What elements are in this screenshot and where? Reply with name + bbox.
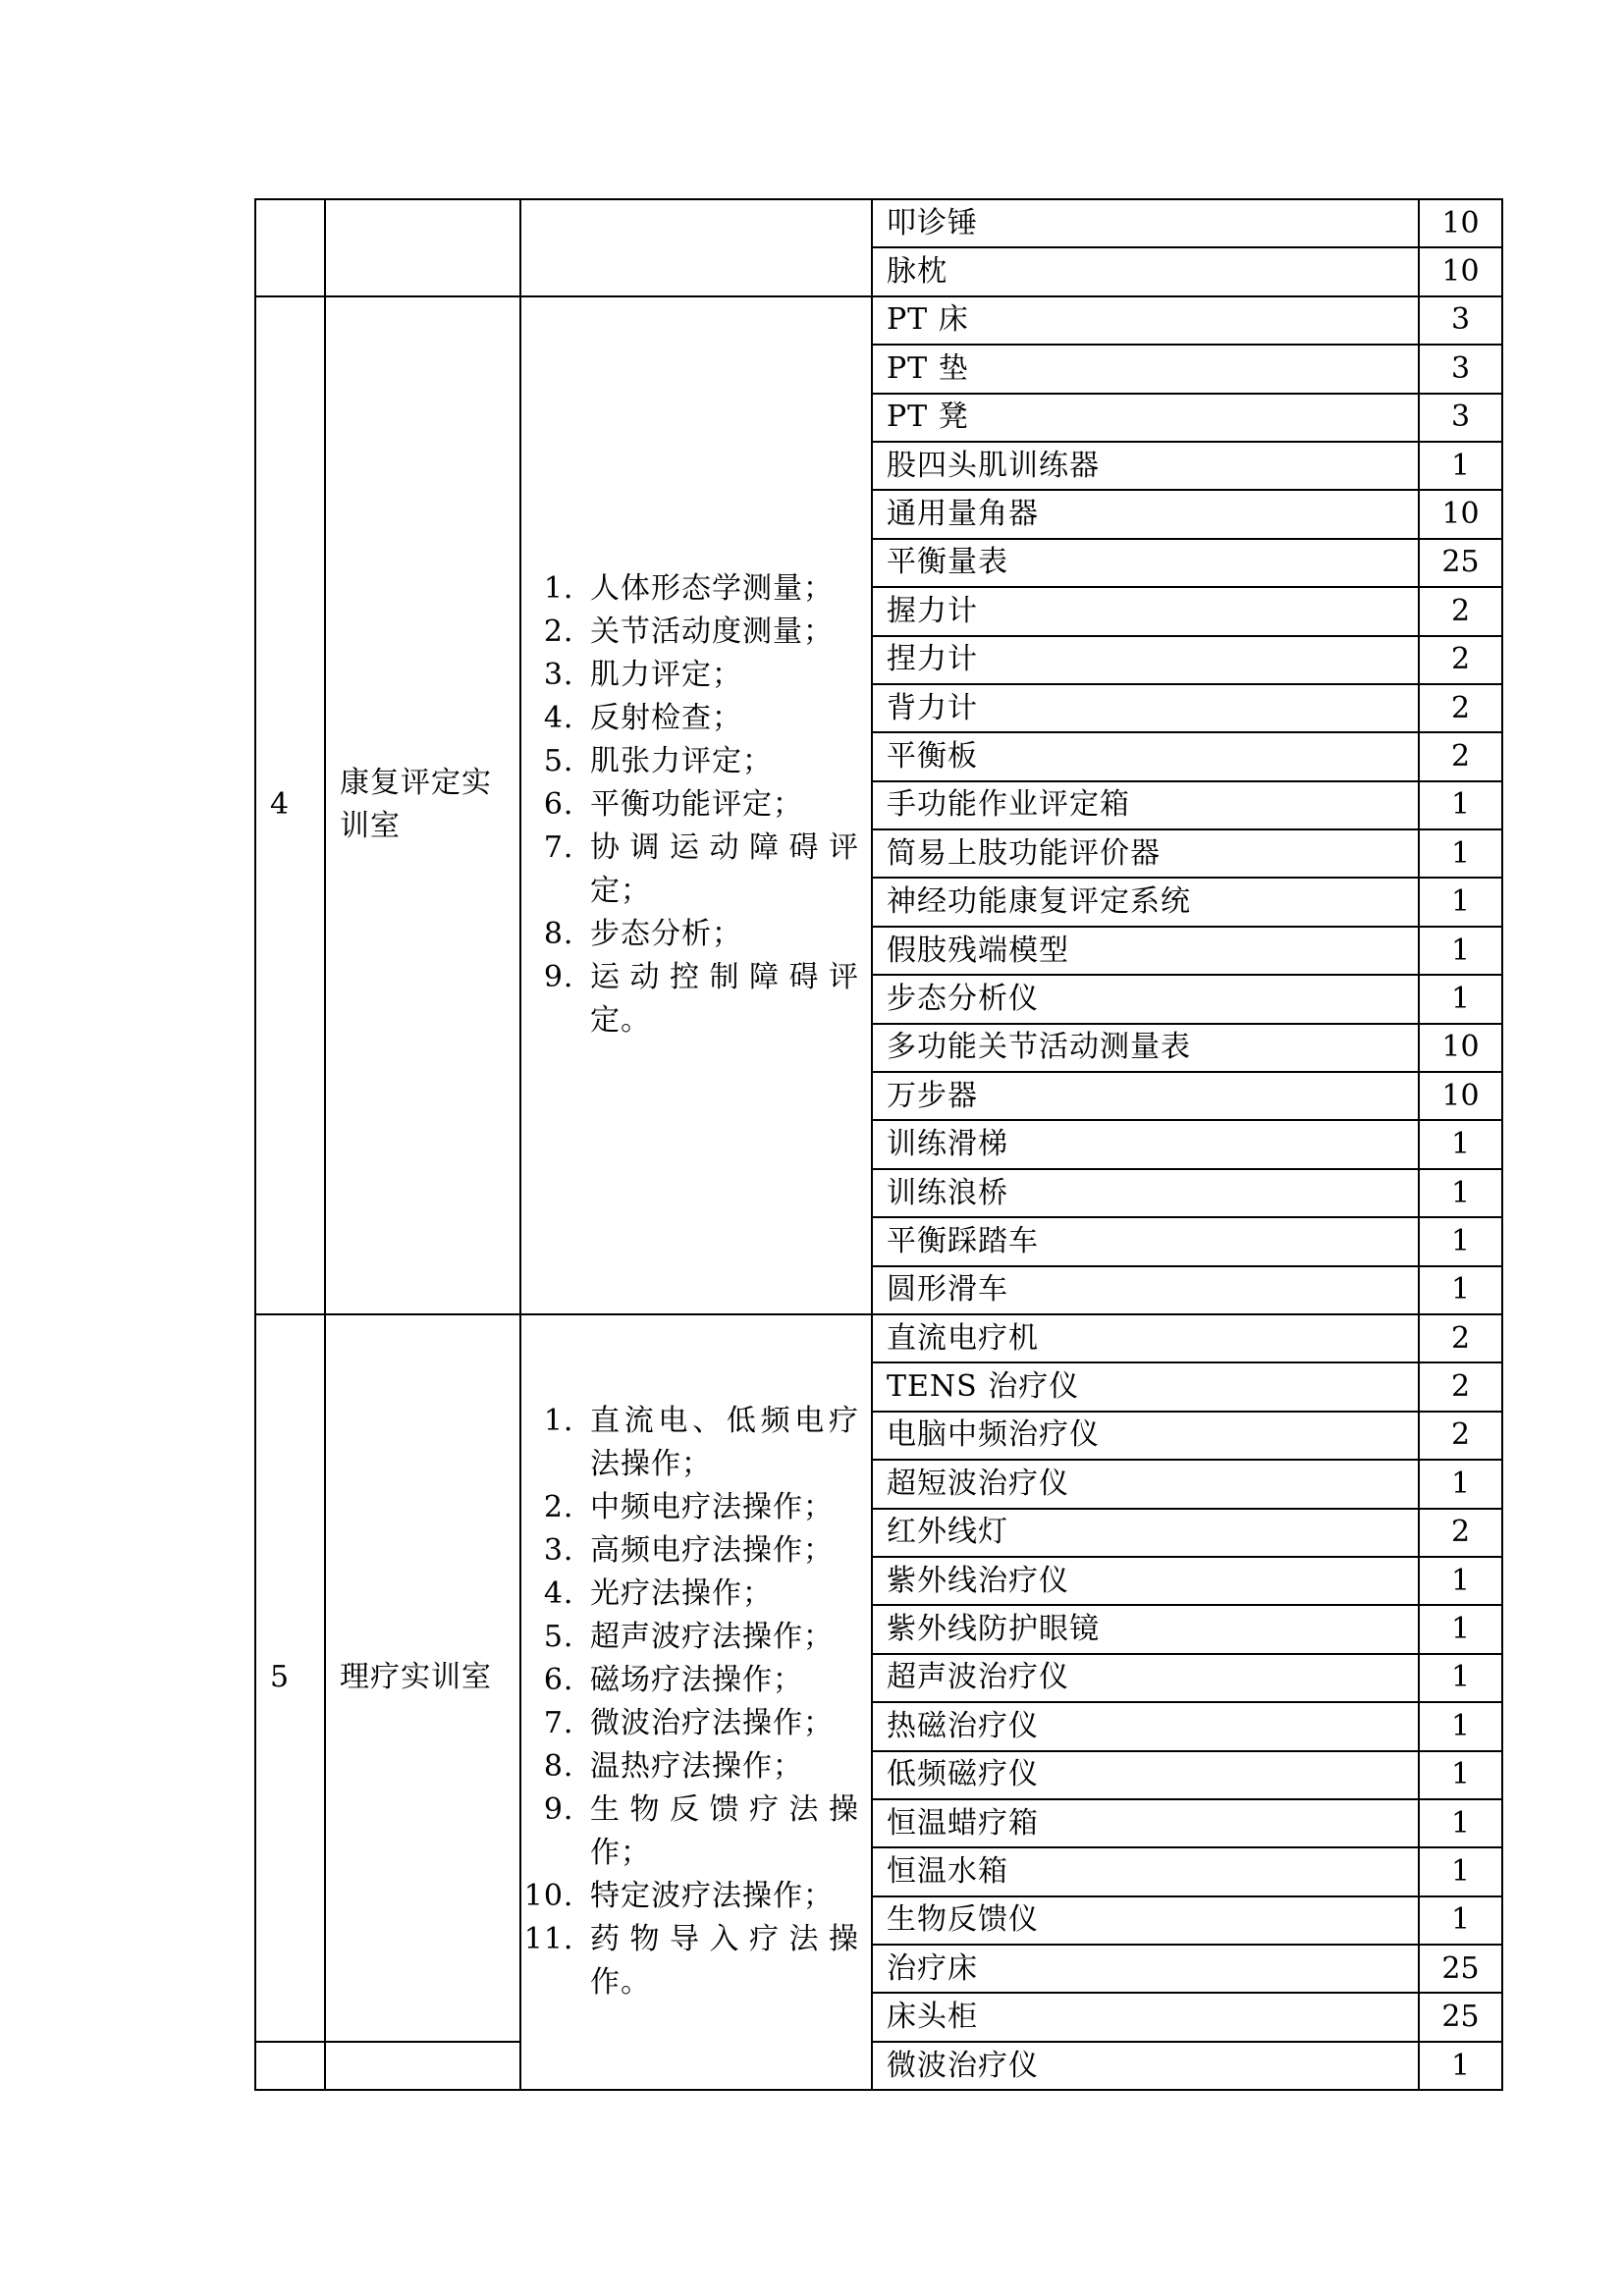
table-row: [255, 296, 1502, 345]
equipment-name: TENS 治疗仪: [872, 1362, 1419, 1411]
equipment-name: PT 凳: [872, 394, 1419, 442]
equipment-name: 微波治疗仪: [872, 2042, 1419, 2090]
equipment-qty: 1: [1419, 927, 1502, 975]
content-item: 8. 步态分析；: [584, 913, 859, 956]
equipment-qty: 1: [1419, 1896, 1502, 1945]
equipment-name: 平衡踩踏车: [872, 1217, 1419, 1265]
equipment-qty: 2: [1419, 587, 1502, 635]
equipment-name: 圆形滑车: [872, 1266, 1419, 1314]
content-item: 1. 直流电、低频电疗法操作；: [584, 1400, 859, 1486]
equipment-qty: 1: [1419, 1799, 1502, 1847]
content-list: [533, 567, 859, 1042]
equipment-qty: 10: [1419, 490, 1502, 538]
equipment-qty: 1: [1419, 781, 1502, 829]
equipment-qty: 1: [1419, 1654, 1502, 1702]
equipment-qty: 1: [1419, 1217, 1502, 1265]
equipment-qty: 1: [1419, 442, 1502, 490]
equipment-name: 多功能关节活动测量表: [872, 1024, 1419, 1072]
content-item: 9. 生物反馈疗法操作；: [584, 1789, 859, 1875]
equipment-name: 红外线灯: [872, 1509, 1419, 1557]
equipment-qty: 2: [1419, 732, 1502, 780]
equipment-qty: 1: [1419, 829, 1502, 878]
content-item: 7. 微波治疗法操作；: [584, 1702, 859, 1745]
content-item: 4. 反射检查；: [584, 697, 859, 740]
content-item: 1. 人体形态学测量；: [584, 567, 859, 611]
equipment-name: 手功能作业评定箱: [872, 781, 1419, 829]
content-item: 3. 高频电疗法操作；: [584, 1529, 859, 1573]
number-cell: [255, 199, 325, 296]
content-item: 3. 肌力评定；: [584, 654, 859, 697]
equipment-qty: 3: [1419, 345, 1502, 393]
table-body: [255, 199, 1502, 2090]
room-number: 5: [255, 1314, 325, 2042]
equipment-qty: 10: [1419, 1072, 1502, 1120]
equipment-qty: 1: [1419, 1702, 1502, 1750]
content-item: 10. 特定波疗法操作；: [584, 1875, 859, 1918]
equipment-name: 通用量角器: [872, 490, 1419, 538]
equipment-name: 训练浪桥: [872, 1169, 1419, 1217]
equipment-name: 神经功能康复评定系统: [872, 878, 1419, 926]
equipment-name: 恒温水箱: [872, 1847, 1419, 1896]
equipment-qty: 1: [1419, 1120, 1502, 1168]
equipment-qty: 1: [1419, 1847, 1502, 1896]
room-name: 理疗实训室: [325, 1314, 520, 2042]
equipment-qty: 10: [1419, 1024, 1502, 1072]
equipment-qty: 1: [1419, 1169, 1502, 1217]
equipment-qty: 25: [1419, 1945, 1502, 1993]
equipment-name: 步态分析仪: [872, 975, 1419, 1023]
equipment-table: [254, 198, 1503, 2091]
equipment-name: 电脑中频治疗仪: [872, 1412, 1419, 1460]
equipment-qty: 25: [1419, 1993, 1502, 2041]
equipment-qty: 3: [1419, 296, 1502, 345]
equipment-qty: 2: [1419, 1509, 1502, 1557]
equipment-qty: 2: [1419, 684, 1502, 732]
equipment-name: PT 床: [872, 296, 1419, 345]
equipment-qty: 10: [1419, 247, 1502, 295]
equipment-qty: 3: [1419, 394, 1502, 442]
equipment-name: 低频磁疗仪: [872, 1751, 1419, 1799]
equipment-name: 万步器: [872, 1072, 1419, 1120]
equipment-qty: 2: [1419, 1412, 1502, 1460]
content-item: 6. 平衡功能评定；: [584, 783, 859, 827]
equipment-name: 捏力计: [872, 636, 1419, 684]
equipment-name: 恒温蜡疗箱: [872, 1799, 1419, 1847]
equipment-name: 生物反馈仪: [872, 1896, 1419, 1945]
equipment-name: 超声波治疗仪: [872, 1654, 1419, 1702]
equipment-qty: 25: [1419, 539, 1502, 587]
equipment-name: 超短波治疗仪: [872, 1460, 1419, 1508]
equipment-name: 治疗床: [872, 1945, 1419, 1993]
content-item: 2. 关节活动度测量；: [584, 611, 859, 654]
content-item: 7. 协调运动障碍评定；: [584, 827, 859, 913]
equipment-name: 床头柜: [872, 1993, 1419, 2041]
content-item: 11. 药物导入疗法操作。: [584, 1918, 859, 2004]
content-list: [533, 1400, 859, 2004]
equipment-name: 叩诊锤: [872, 199, 1419, 247]
equipment-qty: 2: [1419, 636, 1502, 684]
equipment-name: 直流电疗机: [872, 1314, 1419, 1362]
content-item: 8. 温热疗法操作；: [584, 1745, 859, 1789]
equipment-name: 热磁治疗仪: [872, 1702, 1419, 1750]
room-name: 康复评定实训室: [325, 296, 520, 1314]
equipment-qty: 2: [1419, 1314, 1502, 1362]
content-item: 6. 磁场疗法操作；: [584, 1659, 859, 1702]
equipment-name: 平衡量表: [872, 539, 1419, 587]
equipment-name: 假肢残端模型: [872, 927, 1419, 975]
equipment-qty: 1: [1419, 2042, 1502, 2090]
equipment-qty: 1: [1419, 1460, 1502, 1508]
equipment-name: 简易上肢功能评价器: [872, 829, 1419, 878]
equipment-name: 背力计: [872, 684, 1419, 732]
equipment-name: 握力计: [872, 587, 1419, 635]
equipment-qty: 1: [1419, 1605, 1502, 1653]
room-cell: [325, 2042, 520, 2090]
equipment-qty: 1: [1419, 1557, 1502, 1605]
content-cell: [520, 199, 872, 296]
equipment-qty: 1: [1419, 1266, 1502, 1314]
content-cell: [520, 1314, 872, 2090]
table-row: [255, 2042, 1502, 2090]
equipment-name: 股四头肌训练器: [872, 442, 1419, 490]
content-item: 5. 肌张力评定；: [584, 740, 859, 783]
equipment-qty: 1: [1419, 878, 1502, 926]
equipment-qty: 2: [1419, 1362, 1502, 1411]
equipment-qty: 1: [1419, 1751, 1502, 1799]
equipment-name: 紫外线治疗仪: [872, 1557, 1419, 1605]
content-item: 9. 运动控制障碍评定。: [584, 956, 859, 1042]
equipment-name: 训练滑梯: [872, 1120, 1419, 1168]
table-row: [255, 1314, 1502, 1362]
equipment-name: 脉枕: [872, 247, 1419, 295]
table-row: [255, 199, 1502, 247]
content-cell: [520, 296, 872, 1314]
room-number: 4: [255, 296, 325, 1314]
content-item: 4. 光疗法操作；: [584, 1573, 859, 1616]
equipment-name: PT 垫: [872, 345, 1419, 393]
number-cell: [255, 2042, 325, 2090]
content-item: 2. 中频电疗法操作；: [584, 1486, 859, 1529]
room-cell: [325, 199, 520, 296]
equipment-name: 紫外线防护眼镜: [872, 1605, 1419, 1653]
equipment-name: 平衡板: [872, 732, 1419, 780]
content-item: 5. 超声波疗法操作；: [584, 1616, 859, 1659]
equipment-qty: 1: [1419, 975, 1502, 1023]
equipment-qty: 10: [1419, 199, 1502, 247]
